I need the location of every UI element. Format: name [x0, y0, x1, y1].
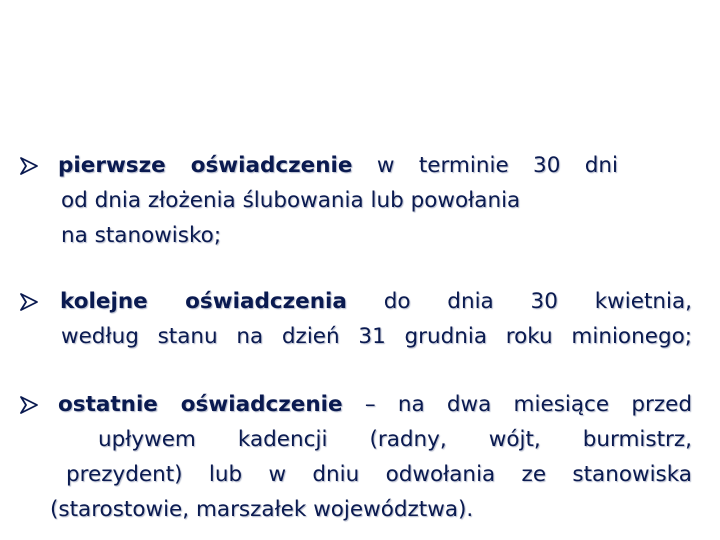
bullet-text: do dnia 30 kwietnia,	[346, 289, 692, 314]
bullet-line	[20, 387, 692, 422]
bullet-line	[20, 284, 692, 319]
bullet-bold-term: pierwsze oświadczenie	[58, 153, 353, 178]
bullet-line: według stanu na dzień 31 grudnia roku minionego;	[61, 324, 692, 349]
bullet-bold-term: ostatnie oświadczenie	[58, 392, 343, 417]
arrowhead-bullet-icon	[20, 148, 40, 183]
arrowhead-bullet-icon	[20, 284, 40, 319]
bullet-line: upływem kadencji (radny, wójt, burmistrz,	[98, 427, 692, 452]
bullet-line: (starostowie, marszałek województwa).	[50, 497, 474, 522]
bullet-text: – na dwa miesiące przed	[342, 392, 692, 417]
bullet-item-next-declarations	[20, 284, 692, 354]
bullet-line: prezydent) lub w dniu odwołania ze stanowiska	[66, 462, 692, 487]
arrowhead-bullet-icon	[20, 387, 40, 422]
bullet-line: od dnia złożenia ślubowania lub powołania	[61, 188, 521, 213]
bullet-text: w terminie 30 dni	[352, 153, 619, 178]
bullet-bold-term: kolejne oświadczenia	[60, 289, 347, 314]
bullet-item-last-declaration	[20, 387, 692, 527]
bullet-line	[20, 148, 618, 183]
bullet-line: na stanowisko;	[61, 223, 222, 248]
bullet-item-first-declaration	[20, 148, 692, 253]
